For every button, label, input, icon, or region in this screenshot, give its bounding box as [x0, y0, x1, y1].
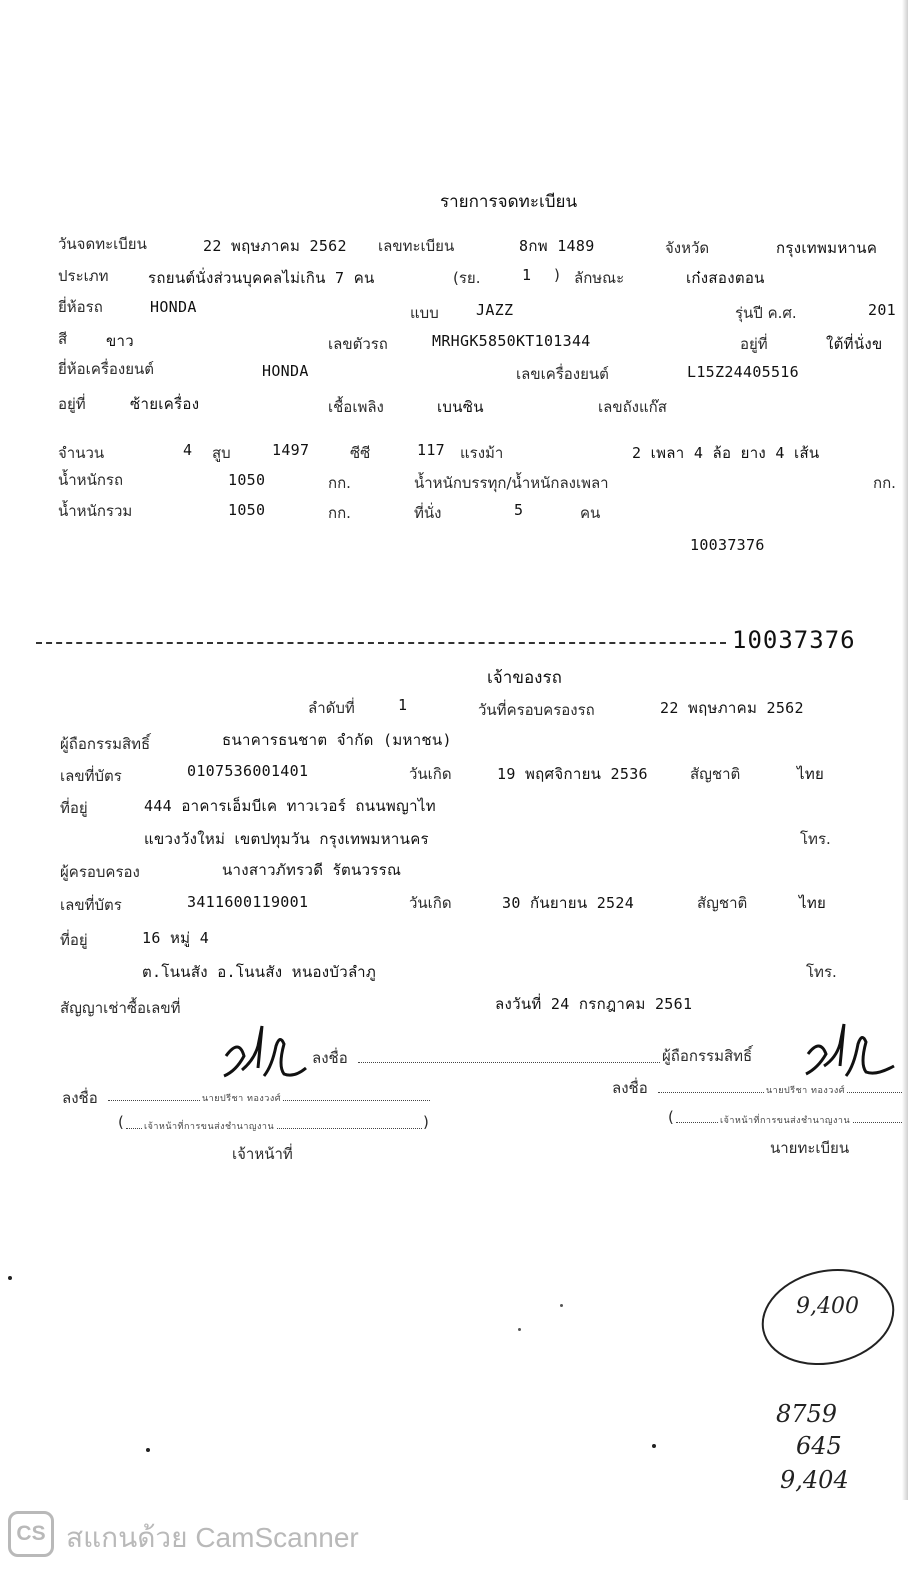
vehicle-type-label: ประเภท [58, 267, 109, 285]
handwritten-number-2: 645 [796, 1432, 842, 1460]
left-sign-label: ลงชื่อ [62, 1089, 98, 1107]
vin-label: เลขตัวรถ [328, 335, 388, 353]
holder-dob: 19 พฤศจิกายน 2536 [497, 765, 648, 783]
vehicle-type: รถยนต์นั่งส่วนบุคคลไม่เกิน 7 คน [148, 269, 375, 287]
possessor-dob: 30 กันยายน 2524 [502, 894, 635, 912]
holder-address-line2: แขวงวังใหม่ เขตปทุมวัน กรุงเทพมหานคร [144, 830, 429, 848]
right-officer-stamp: เจ้าหน้าที่การขนส่งชำนาญงาน [718, 1113, 852, 1127]
possessor-name: นางสาวภัทรวดี รัตนวรรณ [222, 861, 402, 879]
possess-date-label: วันที่ครอบครองรถ [478, 701, 595, 719]
speck [146, 1448, 150, 1452]
cc-unit: ซีซี [350, 444, 371, 462]
order-number: 1 [398, 696, 408, 714]
hp-unit: แรงม้า [460, 444, 504, 462]
handwritten-circled-amount: 9,400 [796, 1294, 859, 1319]
ry-close: ) [554, 266, 560, 284]
right-sign-label: ลงชื่อ [612, 1079, 648, 1097]
engine-location: ซ้ายเครื่อง [130, 395, 200, 413]
color: ขาว [106, 332, 134, 350]
possessor-nationality: ไทย [799, 894, 827, 912]
speck [652, 1444, 656, 1448]
holder-address-line1: 444 อาคารเอ็มบีเค ทาวเวอร์ ถนนพญาไท [144, 797, 436, 815]
engine-number: L15Z24405516 [687, 363, 799, 381]
weight: 1050 [228, 471, 266, 489]
speck [518, 1328, 521, 1331]
brand: HONDA [150, 298, 197, 316]
possessor-address-label: ที่อยู่ [60, 931, 88, 949]
fuel-label: เชื้อเพลิง [328, 398, 384, 416]
engine-location-label: อยู่ที่ [58, 395, 86, 413]
owner-heading: เจ้าของรถ [487, 668, 562, 688]
left-officer-name: นายปรีชา ทองวงศ์ [200, 1091, 283, 1105]
signature-right [798, 1014, 898, 1094]
possessor-address-line1: 16 หมู่ 4 [142, 929, 210, 947]
document-code-large: 10037376 [732, 626, 856, 654]
possessor-label: ผู้ครอบครอง [60, 863, 140, 881]
holder-nationality: ไทย [797, 765, 825, 783]
speck [560, 1304, 563, 1307]
plate-number: 8กพ 1489 [519, 237, 595, 255]
possessor-tel-label: โทร. [806, 963, 837, 981]
load-unit: กก. [873, 474, 896, 492]
axles-wheels: 2 เพลา 4 ล้อ ยาง 4 เส้น [632, 444, 820, 462]
cylinders: 4 [183, 441, 193, 459]
possessor-address-line2: ต.โนนสัง อ.โนนสัง หนองบัวลำภู [142, 963, 377, 981]
document-title: รายการจดทะเบียน [440, 192, 578, 212]
province: กรุงเทพมหานค [776, 239, 878, 257]
holder-tel-label: โทร. [800, 830, 831, 848]
weight-unit: กก. [328, 474, 351, 492]
reg-date: 22 พฤษภาคม 2562 [203, 237, 347, 255]
holder-id: 0107536001401 [187, 762, 309, 780]
sign-line-mid [358, 1062, 660, 1063]
left-officer-stamp: เจ้าหน้าที่การขนส่งชำนาญงาน [142, 1119, 276, 1133]
engine-cc: 1497 [272, 441, 310, 459]
gross-weight-unit: กก. [328, 504, 351, 522]
province-label: จังหวัด [665, 239, 710, 257]
camscanner-logo [8, 1511, 54, 1557]
seats-unit: คน [580, 504, 601, 522]
engine-number-label: เลขเครื่องยนต์ [516, 365, 609, 383]
plate-label: เลขทะเบียน [378, 237, 455, 255]
gas-tank-label: เลขถังแก๊ส [598, 398, 667, 416]
holder-sign-label: ผู้ถือกรรมสิทธิ์ [662, 1047, 753, 1065]
vin: MRHGK5850KT101344 [432, 332, 591, 350]
possess-date: 22 พฤษภาคม 2562 [660, 699, 804, 717]
model: JAZZ [476, 301, 514, 319]
holder-address-label: ที่อยู่ [60, 799, 88, 817]
seats-label: ที่นั่ง [414, 504, 442, 522]
camscanner-watermark: สแกนด้วย CamScanner [66, 1522, 359, 1553]
gross-weight-label: น้ำหนักรวม [58, 502, 133, 520]
holder-id-label: เลขที่บัตร [60, 767, 122, 785]
gross-weight: 1050 [228, 501, 266, 519]
holder-dob-label: วันเกิด [409, 765, 452, 783]
left-officer-role: เจ้าหน้าที่ [232, 1145, 293, 1163]
fuel: เบนซิน [437, 398, 484, 416]
document-code: 10037376 [690, 536, 765, 554]
ry-value: 1 [522, 266, 532, 284]
seats: 5 [514, 501, 524, 519]
order-label: ลำดับที่ [308, 699, 355, 717]
dashed-separator [36, 642, 726, 644]
possessor-dob-label: วันเกิด [409, 894, 452, 912]
holder-label: ผู้ถือกรรมสิทธิ์ [60, 735, 151, 753]
sign-label-mid: ลงชื่อ [312, 1049, 348, 1067]
holder-name: ธนาคารธนชาต จำกัด (มหาชน) [222, 731, 452, 749]
load-label: น้ำหนักบรรทุก/น้ำหนักลงเพลา [414, 474, 609, 492]
contract-label: สัญญาเช่าซื้อเลขที่ [60, 999, 181, 1017]
possessor-id-label: เลขที่บัตร [60, 896, 122, 914]
holder-nationality-label: สัญชาติ [690, 765, 741, 783]
ry-label: (รย. [453, 269, 481, 287]
count-label: จำนวน [58, 444, 105, 462]
possessor-id: 3411600119001 [187, 893, 309, 911]
right-paren-open: ( [668, 1108, 674, 1126]
reg-date-label: วันจดทะเบียน [58, 235, 147, 253]
vin-location-label: อยู่ที่ [740, 335, 768, 353]
right-officer-role: นายทะเบียน [770, 1139, 850, 1157]
handwritten-number-1: 8759 [776, 1400, 838, 1428]
left-paren-open: ( [118, 1113, 124, 1131]
left-paren-close: ) [423, 1113, 429, 1131]
engine-brand: HONDA [262, 362, 309, 380]
model-year: 201 [868, 301, 896, 319]
contract-signed-date: ลงวันที่ 24 กรกฎาคม 2561 [495, 995, 693, 1013]
horsepower: 117 [417, 441, 445, 459]
signature-left [214, 1016, 314, 1096]
right-officer-name: นายปรีชา ทองวงศ์ [764, 1083, 847, 1097]
model-label: แบบ [410, 304, 439, 322]
vin-location: ใต้ที่นั่งข [826, 335, 883, 353]
speck [8, 1276, 12, 1280]
camscanner-logo-text: CS [16, 1522, 46, 1545]
vehicle-style: เก๋งสองตอน [686, 269, 765, 287]
engine-brand-label: ยี่ห้อเครื่องยนต์ [58, 360, 155, 378]
model-year-label: รุ่นปี ค.ศ. [735, 304, 797, 322]
color-label: สี [58, 330, 68, 348]
handwritten-number-3: 9,404 [780, 1466, 849, 1494]
possessor-nationality-label: สัญชาติ [697, 894, 748, 912]
style-label: ลักษณะ [574, 269, 625, 287]
brand-label: ยี่ห้อรถ [58, 298, 103, 316]
cylinders-unit: สูบ [212, 444, 231, 462]
weight-label: น้ำหนักรถ [58, 471, 124, 489]
